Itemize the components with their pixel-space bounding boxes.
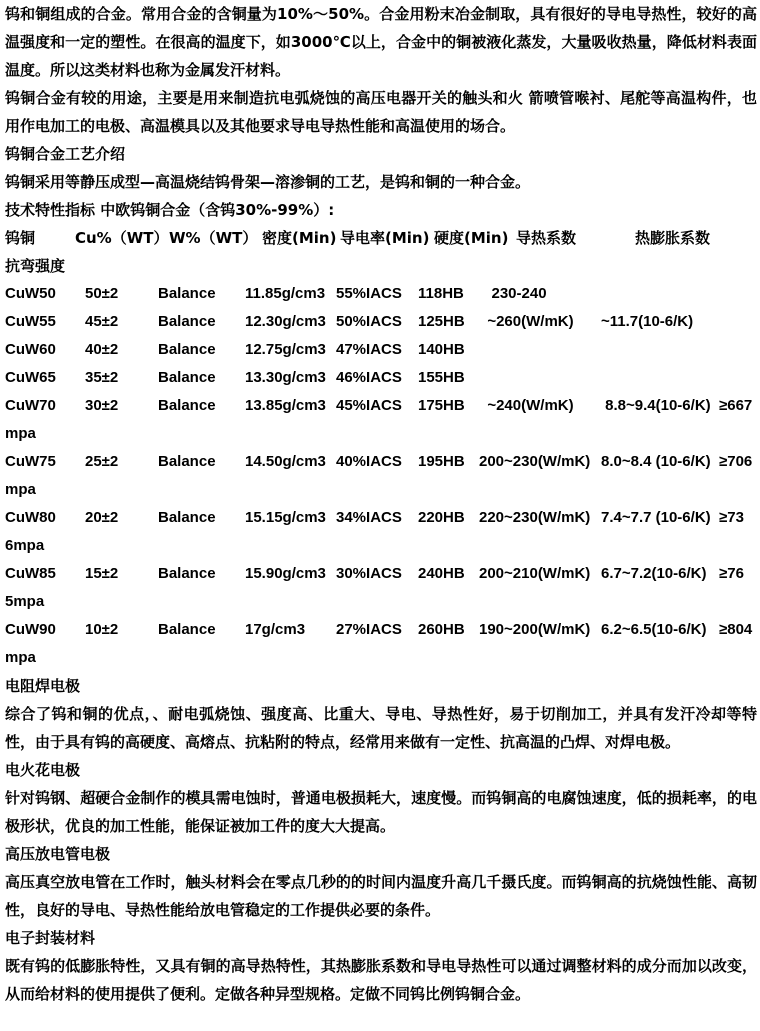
cell-cu: 10±2	[85, 621, 119, 638]
cell-conductivity: 40%IACS	[336, 453, 402, 470]
table-row	[5, 308, 757, 336]
cell-expansion: 7.4~7.7 (10-6/K)	[601, 509, 711, 526]
section-heading: 高压放电管电极	[5, 845, 111, 863]
spec-table-header	[5, 224, 757, 252]
cell-bending: ≥706	[719, 453, 753, 470]
cell-cu: 20±2	[85, 509, 119, 526]
specs-title: 技术特性指标 中欧钨铜合金（含钨30%-99%）:	[5, 201, 335, 219]
cell-expansion: ~11.7(10-6/K)	[601, 313, 694, 330]
header-grade: 钨铜	[5, 229, 36, 247]
cell-hardness: 240HB	[418, 565, 465, 582]
spec-table-body	[5, 280, 757, 672]
header-conductivity: 导电率(Min)	[340, 229, 430, 247]
cell-expansion: 6.2~6.5(10-6/K)	[601, 621, 707, 638]
cell-density: 15.15g/cm3	[245, 509, 326, 526]
cell-bending: ≥76	[719, 565, 744, 582]
cell-bending: ≥73	[719, 509, 744, 526]
header-expansion: 热膨胀系数	[635, 229, 711, 247]
cell-hardness: 140HB	[418, 341, 465, 358]
cell-conductivity: 46%IACS	[336, 369, 402, 386]
intro-paragraph-1: 钨和铜组成的合金。常用合金的含铜量为10%～50%。合金用粉末冶金制取，具有很好的导电导热性，较好的高温强度和一定的塑性。在很高的温度下，如3000℃以上，合金中的铜被液化蒸发，大量吸收热量，降低材料表面温度。所以这类材料也称为金属发汗材料。	[5, 5, 757, 79]
header-bending: 抗弯强度	[5, 257, 66, 275]
cell-thermal: 200~230(W/mK)	[479, 453, 591, 470]
section-heading: 电阻焊电极	[5, 677, 81, 695]
table-row	[5, 280, 757, 308]
row-continuation: 5mpa	[5, 593, 45, 610]
cell-thermal: ~240(W/mK)	[479, 397, 574, 414]
cell-grade: CuW50	[5, 285, 56, 302]
row-continuation: mpa	[5, 649, 36, 666]
cell-thermal: 200~210(W/mK)	[479, 565, 591, 582]
cell-cu: 45±2	[85, 313, 119, 330]
header-thermal: 导热系数	[516, 229, 577, 247]
cell-thermal: 220~230(W/mK)	[479, 509, 591, 526]
cell-expansion: 8.8~9.4(10-6/K)	[601, 397, 711, 414]
cell-w: Balance	[158, 453, 216, 470]
cell-w: Balance	[158, 397, 216, 414]
cell-grade: CuW60	[5, 341, 56, 358]
cell-hardness: 155HB	[418, 369, 465, 386]
cell-grade: CuW75	[5, 453, 56, 470]
cell-w: Balance	[158, 341, 216, 358]
cell-thermal: ~260(W/mK)	[479, 313, 574, 330]
cell-density: 14.50g/cm3	[245, 453, 326, 470]
cell-expansion: 8.0~8.4 (10-6/K)	[601, 453, 711, 470]
intro-paragraph-2: 钨铜合金有较的用途，主要是用来制造抗电弧烧蚀的高压电器开关的触头和火 箭喷管喉衬、尾舵等高温构件，也用作电加工的电极、高温模具以及其他要求导电导热性能和高温使用的场合。	[5, 89, 757, 135]
row-continuation: mpa	[5, 481, 36, 498]
cell-grade: CuW55	[5, 313, 56, 330]
header-hardness: 硬度(Min)	[434, 229, 509, 247]
cell-conductivity: 55%IACS	[336, 285, 402, 302]
cell-density: 13.85g/cm3	[245, 397, 326, 414]
cell-conductivity: 30%IACS	[336, 565, 402, 582]
cell-conductivity: 34%IACS	[336, 509, 402, 526]
cell-grade: CuW90	[5, 621, 56, 638]
cell-hardness: 118HB	[418, 285, 464, 302]
row-continuation: mpa	[5, 425, 36, 442]
cell-grade: CuW80	[5, 509, 56, 526]
cell-density: 12.30g/cm3	[245, 313, 326, 330]
cell-w: Balance	[158, 313, 216, 330]
cell-hardness: 175HB	[418, 397, 465, 414]
table-row	[5, 504, 757, 532]
cell-thermal: 190~200(W/mK)	[479, 621, 591, 638]
cell-density: 17g/cm3	[245, 621, 306, 638]
cell-grade: CuW85	[5, 565, 56, 582]
cell-cu: 50±2	[85, 285, 119, 302]
cell-conductivity: 45%IACS	[336, 397, 402, 414]
process-heading: 钨铜合金工艺介绍	[5, 145, 126, 163]
cell-bending: ≥667	[719, 397, 753, 414]
process-text: 钨铜采用等静压成型—高温烧结钨骨架—溶渗铜的工艺，是钨和铜的一种合金。	[5, 173, 531, 191]
cell-cu: 25±2	[85, 453, 119, 470]
cell-grade: CuW70	[5, 397, 56, 414]
cell-w: Balance	[158, 509, 216, 526]
section-text: 综合了钨和铜的优点，、耐电弧烧蚀、强度高、比重大、导电、导热性好，易于切削加工，并具有发汗冷却等特性，由于具有钨的高硬度、高熔点、抗粘附的特点，经常用来做有一定性、抗高温的凸焊、对焊电极。	[5, 705, 757, 751]
cell-hardness: 125HB	[418, 313, 465, 330]
cell-density: 11.85g/cm3	[245, 285, 326, 302]
cell-w: Balance	[158, 621, 216, 638]
table-row	[5, 448, 757, 476]
section-text: 既有钨的低膨胀特性，又具有铜的高导热特性，其热膨胀系数和导电导热性可以通过调整材料的成分而加以改变，从而给材料的使用提供了便利。定做各种异型规格。定做不同钨比例钨铜合金。	[5, 957, 757, 1003]
table-row	[5, 560, 757, 588]
cell-density: 12.75g/cm3	[245, 341, 326, 358]
cell-bending: ≥804	[719, 621, 753, 638]
cell-hardness: 195HB	[418, 453, 465, 470]
header-w: W%（WT）	[169, 229, 258, 247]
table-row	[5, 336, 757, 364]
section-text: 针对钨钢、超硬合金制作的模具需电蚀时，普通电极损耗大，速度慢。而钨铜高的电腐蚀速度，低的损耗率，的电极形状，优良的加工性能，能保证被加工件的度大大提高。	[5, 789, 757, 835]
cell-hardness: 260HB	[418, 621, 465, 638]
cell-conductivity: 27%IACS	[336, 621, 402, 638]
section-heading: 电子封装材料	[5, 929, 96, 947]
cell-density: 15.90g/cm3	[245, 565, 326, 582]
section-text: 高压真空放电管在工作时，触头材料会在零点几秒的的时间内温度升高几千摄氏度。而钨铜高的抗烧蚀性能、高韧性，良好的导电、导热性能给放电管稳定的工作提供必要的条件。	[5, 873, 757, 919]
section-heading: 电火花电极	[5, 761, 81, 779]
header-cu: Cu%（WT）	[75, 229, 169, 247]
cell-cu: 40±2	[85, 341, 119, 358]
row-continuation: 6mpa	[5, 537, 45, 554]
cell-w: Balance	[158, 285, 216, 302]
table-row	[5, 364, 757, 392]
cell-grade: CuW65	[5, 369, 56, 386]
cell-density: 13.30g/cm3	[245, 369, 326, 386]
table-row	[5, 392, 757, 420]
cell-thermal: 230-240	[479, 285, 547, 302]
cell-cu: 35±2	[85, 369, 119, 386]
cell-conductivity: 47%IACS	[336, 341, 402, 358]
header-density: 密度(Min)	[262, 229, 337, 247]
cell-cu: 30±2	[85, 397, 119, 414]
cell-w: Balance	[158, 369, 216, 386]
application-sections	[5, 672, 757, 1008]
cell-conductivity: 50%IACS	[336, 313, 402, 330]
table-row	[5, 616, 757, 644]
cell-expansion: 6.7~7.2(10-6/K)	[601, 565, 707, 582]
cell-cu: 15±2	[85, 565, 119, 582]
cell-w: Balance	[158, 565, 216, 582]
cell-hardness: 220HB	[418, 509, 465, 526]
